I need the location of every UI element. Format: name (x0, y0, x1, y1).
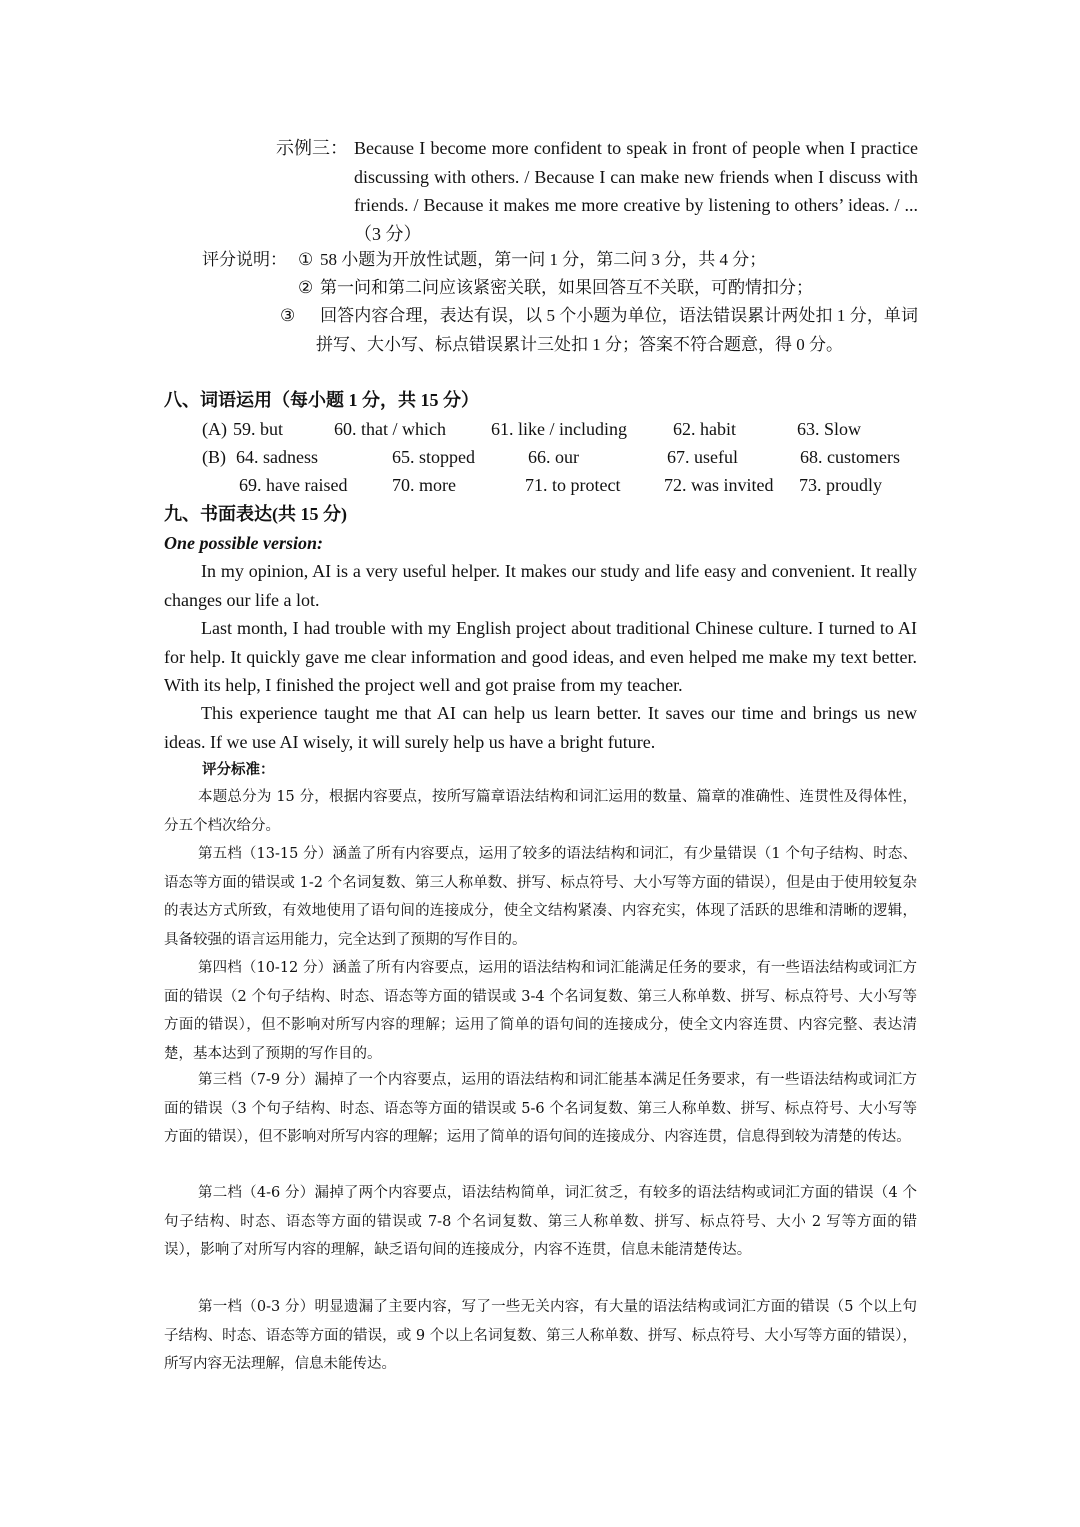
answer-63: 63. Slow (797, 419, 862, 439)
section-9-title: 九、书面表达(共 15 分) (164, 504, 347, 524)
note-marker: ① (298, 250, 314, 269)
part-a-label: (A) (202, 419, 227, 439)
criteria-level-4: 第四档（10-12 分）涵盖了所有内容要点，运用的语法结构和词汇能满足任务的要求，有一些语法结构或词汇方面的错误（2 个句子结构、时态、语态等方面的错误或 3-4 个名词复数、第三人称单数、拼写、标点符号、大小写等方面的错误），但不影响对所写内容的理解；运用了简单的语句间的连接成分，使全文内容连贯、内容完整、表达清楚，基本达到了预期的写作目的。 (164, 960, 917, 1062)
part-b-label: (B) (202, 447, 226, 467)
answer-68: 68. customers (800, 447, 900, 467)
answer-69: 69. have raised (239, 475, 348, 495)
criteria-intro: 本题总分为 15 分，根据内容要点，按所写篇章语法结构和词汇运用的数量、篇章的准确性、连贯性及得体性，分五个档次给分。 (164, 789, 917, 834)
essay-paragraph-2: Last month, I had trouble with my English project about traditional Chinese culture. I turned to AI for help. It quickly gave me clear information and good ideas, and even helped me make my text better. With its help, I finished the project well and got praise from my teacher. (164, 618, 917, 695)
answer-61: 61. like / including (491, 419, 627, 439)
criteria-title: 评分标准： (202, 761, 275, 778)
scoring-notes-label: 评分说明： (202, 250, 287, 269)
answer-66: 66. our (528, 447, 579, 467)
answer-60: 60. that / which (334, 419, 446, 439)
note-marker: ② (298, 278, 314, 297)
answer-73: 73. proudly (799, 475, 882, 495)
note-text: 58 小题为开放性试题，第一问 1 分，第二问 3 分，共 4 分； (320, 250, 767, 269)
criteria-level-5: 第五档（13-15 分）涵盖了所有内容要点，运用了较多的语法结构和词汇，有少量错误（1 个句子结构、时态、语态等方面的错误或 1-2 个名词复数、第三人称单数、拼写、标点符号、大小写等方面的错误），但是由于使用较复杂的表达方式所致，有效地使用了语句间的连接成分，使全文结构紧凑、内容充实，体现了活跃的思维和清晰的逻辑，具备较强的语言运用能力，完全达到了预期的写作目的。 (164, 846, 917, 948)
answer-62: 62. habit (673, 419, 736, 439)
answer-67: 67. useful (667, 447, 738, 467)
criteria-level-1: 第一档（0-3 分）明显遗漏了主要内容，写了一些无关内容，有大量的语法结构或词汇方面的错误（5 个以上句子结构、时态、语态等方面的错误，或 9 个以上名词复数、第三人称单数、拼写、标点符号、大小写等方面的错误），所写内容无法理解，信息未能传达。 (164, 1299, 917, 1372)
answer-71: 71. to protect (525, 475, 621, 495)
answer-70: 70. more (392, 475, 456, 495)
scoring-note-2 (298, 274, 918, 303)
criteria-level-3: 第三档（7-9 分）漏掉了一个内容要点，运用的语法结构和词汇能基本满足任务要求，有一些语法结构或词汇方面的错误（3 个句子结构、时态、语态等方面的错误或 5-6 个名词复数、第三人称单数、拼写、标点符号、大小写等方面的错误），但不影响对所写内容的理解；运用了简单的语句间的连接成分、内容连贯，信息得到较为清楚的传达。 (164, 1072, 917, 1145)
note-text: 第一问和第二问应该紧密关联，如果回答互不关联，可酌情扣分； (320, 278, 813, 297)
criteria-level-2: 第二档（4-6 分）漏掉了两个内容要点，语法结构简单，词汇贫乏，有较多的语法结构或词汇方面的错误（4 个句子结构、时态、语态等方面的错误或 7-8 个名词复数、第三人称单数、拼写、标点符号、大小 2 写等方面的错误），影响了对所写内容的理解，缺乏语句间的连接成分，内容不连贯，信息未能清楚传达。 (164, 1185, 917, 1258)
note-text: 回答内容合理，表达有误，以 5 个小题为单位，语法错误累计两处扣 1 分，单词拼写、大小写、标点错误累计三处扣 1 分；答案不符合题意，得 0 分。 (316, 306, 918, 354)
example-3-label: 示例三： (276, 138, 348, 158)
essay-paragraph-3: This experience taught me that AI can help us learn better. It saves our time and brings us new ideas. If we use AI wisely, it will surely help us have a bright future. (164, 703, 917, 752)
essay-paragraph-1: In my opinion, AI is a very useful helper. It makes our study and life easy and convenient. It really changes our life a lot. (164, 561, 917, 610)
example-3-text: Because I become more confident to speak in front of people when I practice discussing with others. / Because I can make new friends when I discuss with friends. / Because it makes me more creative by listening to others’ ideas. / ...（3 分） (354, 138, 918, 244)
scoring-note-1 (298, 246, 918, 275)
scoring-note-3 (280, 302, 918, 359)
answer-72: 72. was invited (664, 475, 774, 495)
answer-59: 59. but (233, 419, 284, 439)
version-label: One possible version: (164, 533, 323, 553)
answer-65: 65. stopped (392, 447, 475, 467)
section-8-title: 八、词语运用（每小题 1 分，共 15 分） (164, 390, 479, 410)
answer-64: 64. sadness (236, 447, 318, 467)
note-marker: ③ (280, 306, 296, 325)
